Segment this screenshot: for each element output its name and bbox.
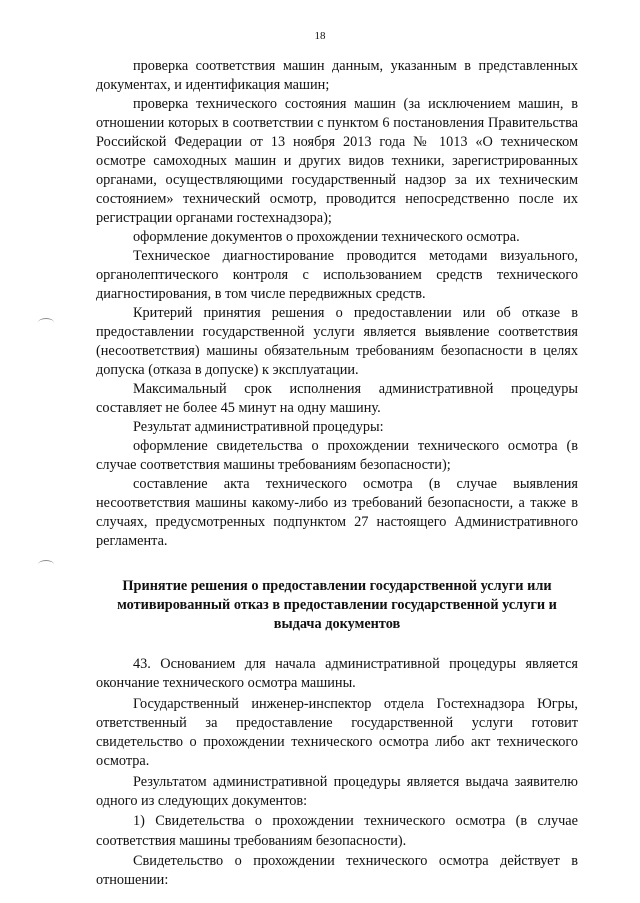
paragraph: оформление документов о прохождении технического осмотра.	[133, 229, 520, 245]
paragraph: проверка соответствия машин данным, указанным в представленных документах, и идентификация машин;	[96, 58, 578, 93]
document-body	[96, 55, 578, 892]
section-procedure-steps	[96, 57, 578, 551]
section-decision	[96, 655, 578, 891]
paragraph: проверка технического состояния машин (за исключением машин, в отношении которых в соответствии с пунктом 6 постановления Правительства Российской Федерации от 13 ноября 2013 года № 1013 «О техническом осмотре самоходных машин и других видов техники, зарегистрированных органами, осуществляющими государственный надзор за их техническим состоянием» технический осмотр, проводится непосредственно после их регистрации органами гостехнадзора);	[96, 96, 578, 226]
paragraph: Техническое диагностирование проводится методами визуального, органолептического контроля с использованием средств технического диагностирования, в том числе передвижных средств.	[96, 248, 578, 302]
paragraph: Государственный инженер-инспектор отдела Гостехнадзора Югры, ответственный за предоставление государственной услуги готовит свидетельство о прохождении технического осмотра либо акт технического осмотра.	[96, 695, 578, 770]
paragraph: 43. Основанием для начала административной процедуры является окончание технического осмотра машины.	[96, 656, 578, 692]
paragraph: 1) Свидетельства о прохождении технического осмотра (в случае соответствия машины требованиям безопасности).	[96, 813, 578, 849]
paragraph: оформление свидетельства о прохождении технического осмотра (в случае соответствия машины требованиям безопасности);	[96, 438, 578, 473]
paragraph: Критерий принятия решения о предоставлении или об отказе в предоставлении государственной услуги является выявление соответствия (несоответствия) машины обязательным требованиям безопасности в целях допуска (отказа в допуске) к эксплуатации.	[96, 305, 578, 378]
margin-mark	[38, 318, 54, 327]
paragraph: Результат административной процедуры:	[133, 419, 384, 435]
page-number: 18	[314, 30, 326, 42]
paragraph: Результатом административной процедуры является выдача заявителю одного из следующих документов:	[96, 773, 578, 810]
margin-mark	[38, 560, 54, 569]
section-heading: Принятие решения о предоставлении государственной услуги или мотивированный отказ в предоставлении государственной услуги и выдача документов	[117, 578, 557, 632]
paragraph: Свидетельство о прохождении технического осмотра действует в отношении:	[96, 852, 578, 889]
paragraph: составление акта технического осмотра (в случае выявления несоответствия машины какому-либо из требований безопасности, а также в случаях, предусмотренных подпунктом 27 настоящего Административного регламента.	[96, 476, 578, 549]
paragraph: Максимальный срок исполнения административной процедуры составляет не более 45 минут на одну машину.	[96, 381, 578, 416]
